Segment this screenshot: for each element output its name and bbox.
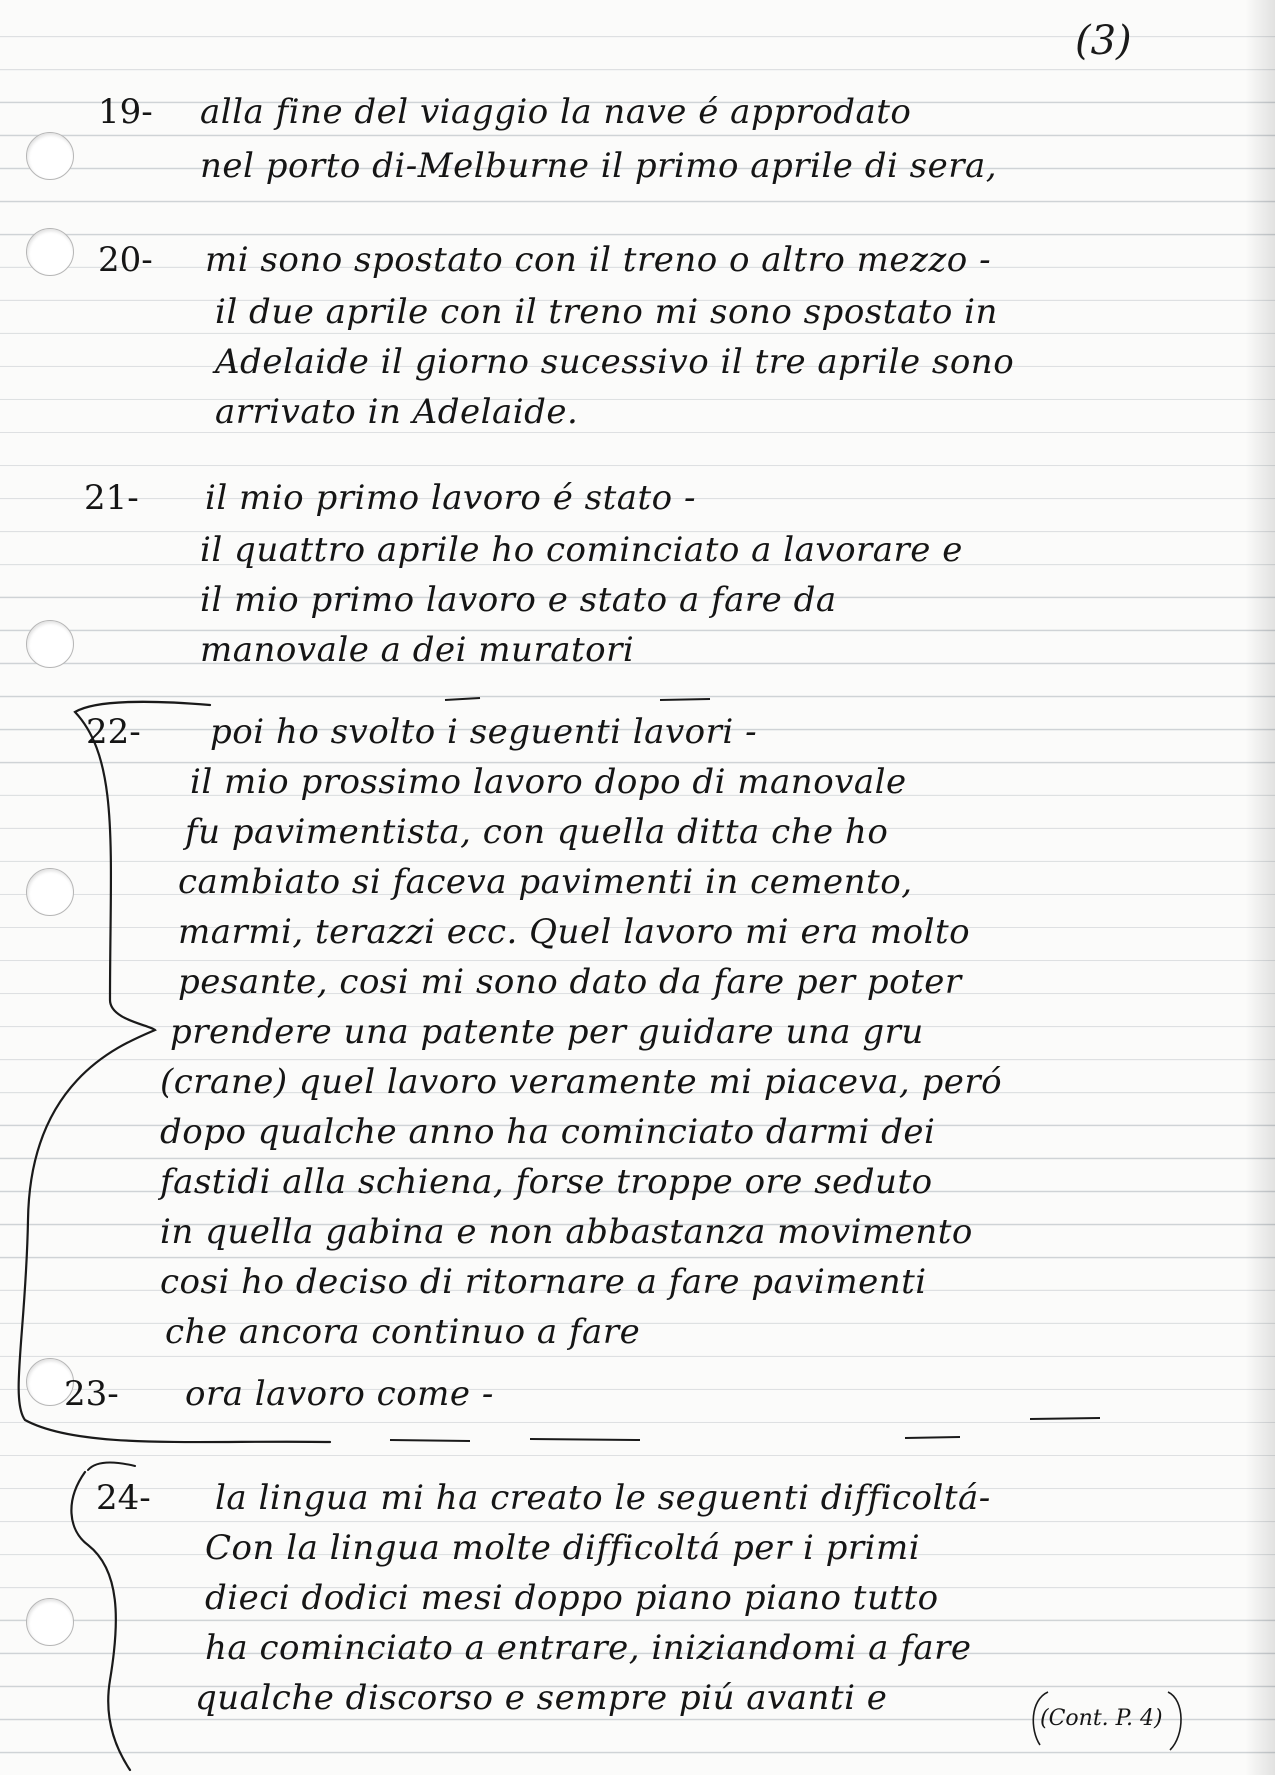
text-line: il quattro aprile ho cominciato a lavorare e [200,530,963,570]
section-number: 20- [98,240,153,280]
text-line: qualche discorso e sempre piú avanti e [195,1678,888,1718]
text-line: nel porto di-Melburne il primo aprile di sera, [200,146,998,186]
section-number: 19- [98,92,153,132]
text-line: ora lavoro come - [185,1374,494,1414]
text-line: cosi ho deciso di ritornare a fare pavimenti [160,1262,927,1302]
text-line: in quella gabina e non abbastanza movimento [160,1212,973,1252]
text-line: il mio primo lavoro e stato a fare da [200,580,837,620]
text-line: marmi, terazzi ecc. Quel lavoro mi era molto [178,912,971,952]
section-number: 22- [86,712,141,752]
text-line: Con la lingua molte difficoltá per i primi [205,1528,921,1568]
text-line: il mio primo lavoro é stato - [205,478,696,518]
section-number: 23- [64,1374,119,1414]
text-line: arrivato in Adelaide. [215,392,579,432]
text-line: ha cominciato a entrare, iniziandomi a fare [205,1628,972,1668]
text-line: cambiato si faceva pavimenti in cemento, [178,862,913,902]
text-line: manovale a dei muratori [200,630,635,670]
section-number: 21- [84,478,139,518]
text-line: il due aprile con il treno mi sono spostato in [215,292,998,332]
text-line: (crane) quel lavoro veramente mi piaceva, peró [160,1062,1003,1102]
text-line: pesante, cosi mi sono dato da fare per poter [178,962,962,1002]
text-line: dieci dodici mesi doppo piano piano tutto [205,1578,939,1618]
text-line: Adelaide il giorno sucessivo il tre aprile sono [215,342,1015,382]
text-line: la lingua mi ha creato le seguenti difficoltá- [215,1478,991,1518]
text-line: il mio prossimo lavoro dopo di manovale [190,762,907,802]
text-line: mi sono spostato con il treno o altro mezzo - [205,240,992,280]
continuation-note: (Cont. P. 4) [1040,1706,1163,1731]
text-line: dopo qualche anno ha cominciato darmi dei [160,1112,936,1152]
text-line: prendere una patente per guidare una gru [170,1012,924,1052]
text-line: fastidi alla schiena, forse troppe ore seduto [160,1162,933,1202]
text-line: fu pavimentista, con quella ditta che ho [185,812,889,852]
text-line: poi ho svolto i seguenti lavori - [210,712,758,752]
text-line: alla fine del viaggio la nave é approdato [200,92,912,132]
page-number: (3) [1075,18,1132,64]
section-number: 24- [96,1478,151,1518]
text-line: che ancora continuo a fare [165,1312,641,1352]
